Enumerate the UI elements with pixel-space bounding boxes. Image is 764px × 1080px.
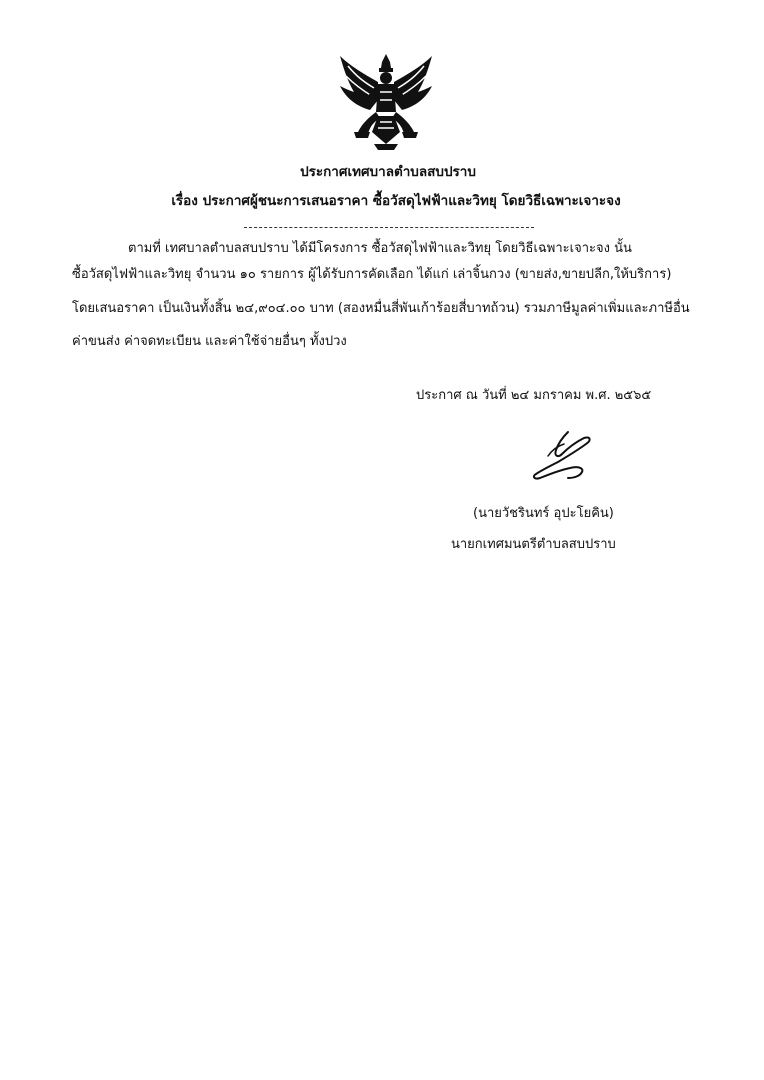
body-paragraph-line-2: ซื้อวัสดุไฟฟ้าและวิทยุ จำนวน ๑๐ รายการ ผู้ได้รับการคัดเลือก ได้แก่ เล่าจิ้นกวง (ขายส่ง,ขายปลีก,ให้บริการ) [72,267,672,282]
body-paragraph-line-3: โดยเสนอราคา เป็นเงินทั้งสิ้น ๒๔,๙๐๔.๐๐ บาท (สองหมื่นสี่พันเก้าร้อยสี่บาทถ้วน) รวมภาษีมูลค่าเพิ่มและภาษีอื่น [72,301,690,316]
announcement-title: ประกาศเทศบาลตำบลสบปราบ [300,164,476,180]
signatory-name: (นายวัชรินทร์ อุปะโยคิน) [473,506,614,521]
divider-line [244,227,534,228]
announcement-subject: เรื่อง ประกาศผู้ชนะการเสนอราคา ซื้อวัสดุไฟฟ้าและวิทยุ โดยวิธีเฉพาะเจาะจง [171,193,621,209]
garuda-emblem-icon [334,52,438,152]
handwritten-signature-icon [528,428,600,486]
body-paragraph-line-1: ตามที่ เทศบาลตำบลสบปราบ ได้มีโครงการ ซื้อวัสดุไฟฟ้าและวิทยุ โดยวิธีเฉพาะเจาะจง นั้น [128,241,632,256]
body-paragraph-line-4: ค่าขนส่ง ค่าจดทะเบียน และค่าใช้จ่ายอื่นๆ ทั้งปวง [72,334,347,349]
announcement-date: ประกาศ ณ วันที่ ๒๔ มกราคม พ.ศ. ๒๕๖๕ [416,388,652,403]
signatory-title: นายกเทศมนตรีตำบลสบปราบ [451,537,616,552]
